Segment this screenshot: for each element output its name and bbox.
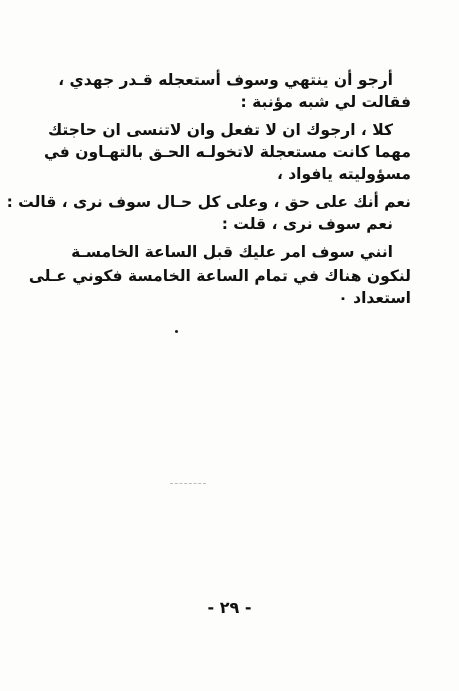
text-line: استعداد ٠ (338, 289, 411, 307)
text-line: كلا ، ارجوك ان لا تفعل وان لاتنسى ان حاجتك (48, 121, 393, 139)
scan-smudge (170, 483, 206, 485)
text-line: مهما كانت مستعجلة لاتخولـه الحـق بالتهـاون في (44, 143, 411, 161)
text-line: نعم سوف نرى ، قلت : (221, 215, 393, 233)
text-line: انني سوف امر عليك قبل الساعة الخامسـة (71, 243, 393, 261)
text-line: مسؤوليته يافواد ، (276, 165, 411, 183)
text-line: أرجو أن ينتهي وسوف أستعجله قـدر جهدي ، (58, 71, 393, 89)
page-number: - ٢٩ - (207, 598, 252, 617)
text-line: لنكون هناك في تمام الساعة الخامسة فكوني عـلى (28, 267, 411, 285)
text-line: نعم أنك على حق ، وعلى كل حـال سوف نرى ، قالت : (6, 193, 411, 211)
ink-dot (175, 330, 178, 333)
text-line: فقالت لي شبه مؤنبة : (240, 93, 411, 111)
